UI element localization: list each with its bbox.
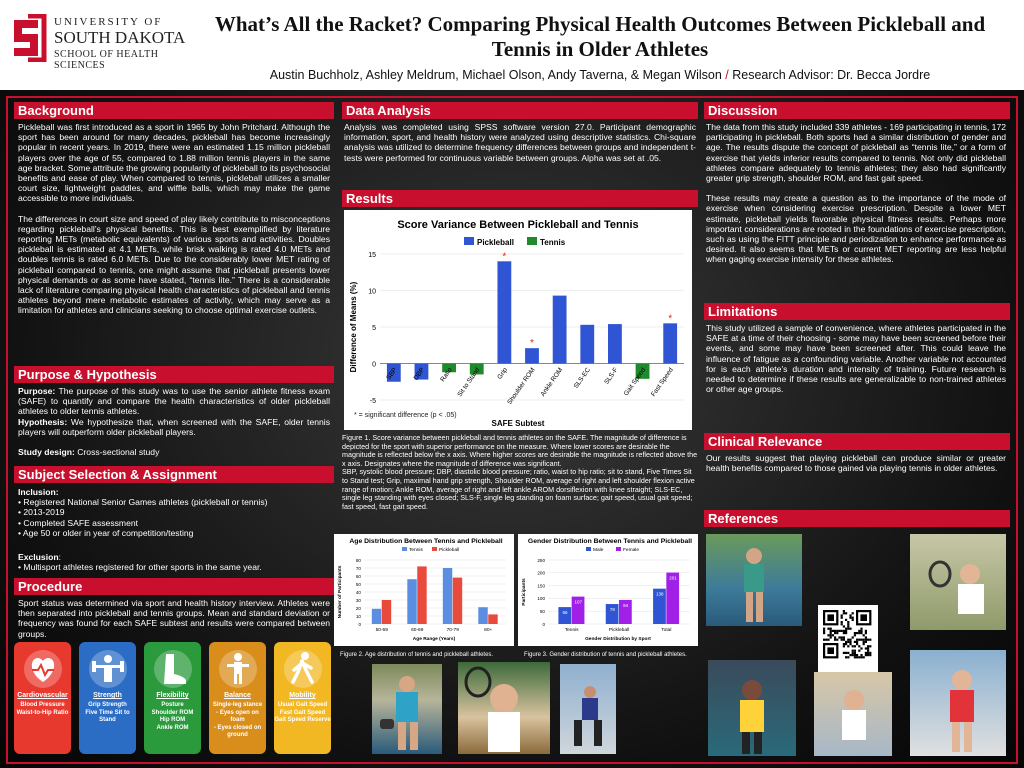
qr-module [847,628,849,630]
references-heading: References [704,510,1010,527]
qr-module [827,639,829,641]
subject-text: Inclusion: • Registered National Senior Games athletes (pickleball or tennis) • 2013-2019 • Completed SAFE assessment • Age 50 or older in year of competition/testing Exclusion: • Multisport athletes registered for other sports in the same year. [18,487,330,572]
y-tick-label: 150 [537,583,545,589]
y-tick-label: 60 [355,573,361,579]
qr-module [856,632,858,634]
qr-module [823,630,825,632]
qr-module [843,636,845,638]
data-label: 107 [574,599,583,605]
qr-module [823,632,825,634]
y-tick-label: 80 [355,557,361,563]
qr-module [858,656,860,658]
qr-module [869,645,871,647]
qr-module [849,628,851,630]
legend-label: Male [593,548,604,553]
figure-2-caption: Figure 2. Age distribution of tennis and pickleball athletes. [340,652,494,658]
qr-module [860,656,862,658]
walking-icon [284,650,322,688]
x-tick-label: Ratio [439,366,454,384]
qr-module [825,639,827,641]
purpose-label: Purpose: [18,386,56,396]
poster-title: What’s All the Racket? Comparing Physical Health Outcomes Between Pickleball and Tennis in Older Athletes [214,12,986,61]
y-tick-label: 20 [355,605,361,611]
figure-1-chart [344,210,692,430]
bar [417,566,426,624]
bar [497,261,511,363]
data-label: 66 [562,610,568,616]
qr-module [845,656,847,658]
qr-module [856,654,858,656]
qr-module [841,621,843,623]
usd-logo [8,14,198,71]
authors-line [200,68,1000,82]
x-tick-label: Ankle ROM [539,366,565,398]
qr-module [845,652,847,654]
y-tick-label: 200 [537,570,545,576]
safe-card-mobility [274,642,331,754]
discussion-paragraph-1: The data from this study included 339 athletes - 169 participating in tennis, 172 participating in pickleball. Both sports had a similar distribution of gender and age. The results dispute the concept of pickleball as “tennis lite,” or a form of exercise that yields inferior results compared to tennis. Not only did pickleball athletes compare adequately to tennis athletes; they also had significantly greater grip strength, shoulder ROM, and fast gait speed. [706,122,1007,184]
qr-module [845,643,847,645]
x-tick-label: SBP [385,366,399,382]
qr-module [849,614,851,616]
qr-module [841,639,843,641]
qr-module [869,639,871,641]
logo-line-1: UNIVERSITY OF [54,16,163,28]
qr-module [849,617,851,619]
chart-title: Age Distribution Between Tennis and Pickleball [349,538,503,545]
figure-1-caption: Figure 1. Score variance between pickleball and tennis athletes on the SAFE. The magnitude of difference is depicted for the sport with superior performance on the measure. Where lower scores are desirable the magnitude is reflected below the x axis. Where higher scores are desirable the magnitude is reflected above the x axis. Designates where the magnitude of difference was significant. SBP, systolic blood pressure; DBP, diastolic blood pressure; ratio, waist to hip ratio; sit to stand, Five Times Sit to Stand test; Grip, maximal hand grip strength, Shoulder ROM, average of right and left shoulder flexion active range of motion; Ankle ROM, average of right and left ankle AROM dorsiflexion with knee straight; SLS-EC, single leg standing with eyes closed; SLS-F, single leg standing on foam surface; gait speed, usual gait speed; fast speed, fast gait speed. [342,433,698,511]
qr-module [854,652,856,654]
y-tick-label: 50 [355,581,361,587]
qr-module [847,652,849,654]
logo-line-2: SOUTH DAKOTA [54,28,186,47]
qr-module [847,645,849,647]
qr-module [827,628,829,630]
qr-module [832,630,834,632]
legend-label-pickleball: Pickleball [477,238,514,247]
qr-module [849,654,851,656]
qr-module [860,647,862,649]
qr-module [852,654,854,656]
qr-module [838,636,840,638]
procedure-text: Sport status was determined via sport and health history interview. Athletes were then separated into pickleball and tennis groups. Mean and standard deviation or frequency was found for each SAFE subtest and results were compared between groups. [18,598,330,639]
qr-module [843,625,845,627]
analysis-heading: Data Analysis [342,102,698,119]
bar [372,609,381,624]
chart-title: Gender Distribution Between Tennis and Pickleball [527,538,693,545]
qr-module [869,654,871,656]
exclusion-list [18,562,330,572]
hypothesis-label: Hypothesis: [18,416,68,427]
qr-module [841,614,843,616]
purpose-text [18,386,330,467]
poster-header [0,0,1024,90]
reference-photo-5 [910,650,1006,756]
qr-module [841,623,843,625]
x-tick-label: 60-69 [411,628,424,633]
qr-module [867,652,869,654]
qr-module [869,652,871,654]
qr-code[interactable] [818,605,878,675]
qr-module [845,641,847,643]
qr-module [852,645,854,647]
legend-swatch [432,547,437,551]
list-item: • Age 50 or older in year of competition/testing [18,528,330,538]
qr-module [841,617,843,619]
x-axis-label: Gender Distribution by Sport [585,637,651,642]
qr-module [843,610,845,612]
data-label: 78 [609,607,615,613]
reference-photo-1 [706,534,802,626]
reference-photo-4 [814,672,892,756]
exclusion-label: Exclusion [18,552,59,563]
y-tick-label: 5 [372,325,376,332]
qr-module [847,656,849,658]
qr-module [832,634,834,636]
x-tick-label: 80+ [484,628,493,633]
x-tick-label: Grip [496,366,510,381]
qr-module [867,639,869,641]
qr-module [834,636,836,638]
qr-module [854,650,856,652]
qr-module [830,630,832,632]
y-tick-label: 0 [372,361,376,369]
qr-module [836,632,838,634]
y-tick-label: 50 [539,609,545,614]
y-tick-label: 250 [537,557,545,563]
x-axis-label: SAFE Subtest [491,419,545,428]
tennis-player-photo [458,662,550,754]
legend-label: Female [623,548,639,553]
procedure-heading: Procedure [14,578,334,595]
safe-card-title: Cardiovascular [17,692,68,699]
qr-module [852,619,854,621]
x-tick-label: Pickleball [608,628,630,633]
safe-card-items: Usual Gait Speed Fast Gait Speed Gait Speed Reserve [274,702,331,723]
qr-module [847,623,849,625]
author-divider: / [721,68,733,82]
background-heading: Background [14,102,334,119]
legend-swatch-tennis [527,237,537,245]
qr-module [863,643,865,645]
bar [608,324,622,363]
list-item: • Registered National Senior Games athletes (pickleball or tennis) [18,497,330,507]
qr-module [823,639,825,641]
qr-module [849,641,851,643]
qr-module [858,645,860,647]
qr-module [845,632,847,634]
qr-module [858,639,860,641]
reference-photo-2 [910,534,1006,630]
qr-module [849,643,851,645]
y-tick-label: 30 [355,597,361,603]
qr-module [843,612,845,614]
safe-card-title: Strength [93,692,122,699]
qr-module [860,628,862,630]
qr-finder-core [860,614,867,621]
qr-module [865,630,867,632]
y-tick-label: 0 [358,621,361,627]
pickleball-lunge-photo [560,664,616,754]
qr-module [834,632,836,634]
bar [478,607,487,624]
limitations-text: This study utilized a sample of convenience, where athletes participated in the SAFE at a time of their choosing - some may have been screened before their events, and some may have been screened after. This could leave the influence of fatigue as a confounding variable. Another variable not accounted for is each athlete’s duration and intensity of training. Future research is needed to determine if these results are generalizable to non-trained athletes or other age groups. [706,323,1006,395]
reference-photo-3 [708,660,796,756]
y-tick-label: 10 [355,613,361,619]
chart-title: Score Variance Between Pickleball and Tennis [397,219,639,231]
y-tick-label: 70 [355,565,361,571]
safe-card-strength [79,642,136,754]
qr-module [823,628,825,630]
background-paragraph-1: Pickleball was first introduced as a sport in 1965 by John Pritchard. Although the sport has been around for many decades, pickleball has become increasingly popular in recent years. In 2019, there were an estimated 1.15 million pickleball players over the age of 55, compared to 1.88 million tennis players in the same age bracket. Some attribute the growing popularity of pickleball to its psychosocial benefits and ease of play. When compared to tennis, pickleball utilizes a smaller court size, lightweight paddles, and wiffle balls, which may make the game accessible to more individuals. [18,122,330,204]
results-heading: Results [342,190,698,207]
qr-module [847,621,849,623]
inclusion-label: Inclusion: [18,487,59,497]
bar [382,600,391,624]
list-item: • Completed SAFE assessment [18,518,330,528]
qr-module [841,630,843,632]
bar [453,578,462,624]
background-text [18,122,330,326]
qr-module [847,641,849,643]
qr-module [852,652,854,654]
qr-module [863,656,865,658]
person-icon [219,650,257,688]
qr-module [865,641,867,643]
qr-module [849,639,851,641]
legend-label: Pickleball [439,548,460,553]
bar [407,579,416,624]
qr-module [843,643,845,645]
qr-module [836,630,838,632]
data-label: 94 [623,602,629,608]
x-tick-label: Total [661,628,672,633]
safe-card-flexibility [144,642,201,754]
significance-marker: * [502,251,507,263]
safe-card-items: Blood Pressure Waist-to-Hip Ratio [16,702,69,716]
qr-module [856,641,858,643]
clinical-heading: Clinical Relevance [704,433,1010,450]
legend-label: Tennis [409,548,423,553]
safe-card-balance [209,642,266,754]
qr-module [847,639,849,641]
qr-module [860,630,862,632]
qr-module [852,617,854,619]
qr-module [865,652,867,654]
qr-module [843,652,845,654]
x-tick-label: 50-59 [375,628,388,633]
qr-module [841,636,843,638]
qr-module [843,645,845,647]
qr-module [860,639,862,641]
qr-finder-core [827,614,834,621]
qr-module [860,654,862,656]
qr-module [863,634,865,636]
significance-marker: * [668,313,673,325]
x-tick-label: Shoulder ROM [506,366,537,406]
qr-module [852,636,854,638]
qr-module [856,643,858,645]
qr-module [834,630,836,632]
y-tick-label: 40 [355,589,361,595]
y-tick-label: 100 [537,596,545,602]
qr-module [830,628,832,630]
list-item: • 2013-2019 [18,507,330,517]
qr-module [865,654,867,656]
legend-swatch-pickleball [464,237,474,245]
qr-module [845,612,847,614]
qr-module [865,632,867,634]
gender-distribution-chart [518,534,698,646]
figure-3-chart [518,534,698,646]
inclusion-list [18,497,330,538]
qr-module [867,654,869,656]
qr-module [843,630,845,632]
x-axis-label: Age Range (Years) [412,637,456,642]
y-axis-label: Difference of Means (%) [349,281,358,373]
qr-module [827,634,829,636]
qr-module [836,639,838,641]
bar [525,348,539,363]
hypothesis-body: We hypothesize that, when screened with the SAFE, older tennis players will outperform older pickleball players. [18,416,330,437]
discussion-heading: Discussion [704,102,1010,119]
legend-label-tennis: Tennis [540,238,566,247]
list-item: • Multisport athletes registered for other sports in the same year. [18,562,330,572]
significance-marker: * [530,338,534,350]
qr-module [865,647,867,649]
safe-card-items: Single-leg stance - Eyes open on foam - Eyes closed on ground [212,702,263,738]
qr-module [854,654,856,656]
design-body: Cross-sectional study [74,447,160,458]
bar [580,325,594,364]
figure-2-chart [334,534,514,646]
y-tick-label: 10 [368,288,376,296]
x-tick-label: Gait Speed [622,366,648,398]
qr-module [838,630,840,632]
qr-module [852,650,854,652]
qr-module [858,650,860,652]
data-label: 138 [655,591,664,597]
qr-module [860,632,862,634]
qr-module [845,628,847,630]
qr-module [854,634,856,636]
legend-swatch [402,547,407,551]
analysis-text: Analysis was completed using SPSS software version 27.0. Participant demographic information, sport, and health history were analyzed using descriptive statistics. Chi-square analysis was utilized to determine frequency differences between groups and independent t-tests were performed for continuous variable between groups. Alpha was set at .05. [344,122,696,163]
qr-module [845,630,847,632]
pickleball-player-photo [372,664,442,754]
subject-heading: Subject Selection & Assignment [14,466,334,483]
safe-card-title: Flexibility [156,692,189,699]
bar [443,568,452,624]
discussion-paragraph-2: These results may create a question as to the importance of the mode of exercise when considering exercise prescription. Despite a lower MET estimate, pickleball yields favorable physical fitness results. Perhaps more important considerations are rooted in the foundations of exercise prescription, such as using the FITT principle and periodization to enhance performance as desired. It also seems that METs or current MET reporting are less helpful when gaging exercise intensity for these athletes. [706,193,1006,265]
score-variance-chart [344,210,692,430]
qr-module [867,650,869,652]
legend-swatch [616,547,621,551]
data-label: 201 [669,575,677,581]
qr-module [830,636,832,638]
bar [488,614,497,624]
clinical-text: Our results suggest that playing pickleball can produce similar or greater health benefits compared to those gained via playing tennis in older athletes. [706,453,1006,474]
bar [553,296,567,364]
purpose-heading: Purpose & Hypothesis [14,366,334,383]
qr-module [834,639,836,641]
authors: Austin Buchholz, Ashley Meldrum, Michael Olson, Andy Taverna, & Megan Wilson [269,68,722,82]
qr-module [830,632,832,634]
y-tick-label: -5 [369,398,376,405]
qr-module [856,656,858,658]
qr-module [854,645,856,647]
limitations-heading: Limitations [704,303,1010,320]
qr-module [858,632,860,634]
dumbbell-icon [89,650,127,688]
qr-module [867,647,869,649]
safe-card-title: Mobility [289,692,316,699]
y-tick-label: 15 [368,252,376,259]
qr-module [843,632,845,634]
background-paragraph-2: The differences in court size and speed of play likely contribute to misconceptions regarding pickleball’s physical benefits. This is best exemplified by literature reporting METs (metabolic equivalents) of various sports and activities. Doubles pickleball is estimated at 4.1 METs, while brisk walking is rated 4.0 METs and doubles tennis is rated 6.0 METs. Due to the considerably lower MET rating of pickleball compared to tennis, one might assume that pickleball presents lower physical demands or as some have stated, “tennis lite.” There is a considerable lack of literature comparing physical health characteristics of pickleball and tennis athletes beyond mere metabolic estimates of activity, which may serve as a limitation for athletes and clinicians seeking to choose optimal exercise outlets. [18,213,330,316]
qr-module [867,645,869,647]
legend-swatch [586,547,591,551]
logo-line-3: SCHOOL OF HEALTH SCIENCES [54,49,159,71]
x-tick-label: DBP [412,366,427,382]
qr-finder-core [827,647,834,654]
safe-card-title: Balance [224,692,251,699]
x-tick-label: SLS-F [603,366,620,386]
qr-module [865,636,867,638]
x-tick-label: SLS-EC [572,366,592,390]
y-axis-label: Participants [522,578,527,606]
qr-module [856,639,858,641]
y-tick-label: 0 [542,621,545,627]
x-tick-label: Fast Speed [650,366,675,398]
significance-footnote: * = significant difference (p < .05) [354,412,457,419]
qr-module [852,612,854,614]
qr-module [845,619,847,621]
heart-icon [24,650,62,688]
age-distribution-chart [334,534,514,646]
qr-module [858,630,860,632]
x-tick-label: Tennis [564,628,579,633]
qr-module [854,632,856,634]
qr-module [863,639,865,641]
foot-icon [154,650,192,688]
x-tick-label: 70-79 [446,628,459,633]
figure-3-caption: Figure 3. Gender distribution of tennis and pickleball athletes. [524,652,687,658]
qr-module [865,639,867,641]
safe-card-cardiovascular [14,642,71,754]
x-tick-label: Sit to Stand [456,366,482,399]
usd-logo-icon [8,14,48,62]
discussion-text [706,122,1006,275]
safe-card-items: Grip Strength Five Time Sit to Stand [85,702,130,723]
qr-module [830,634,832,636]
bar [663,323,677,363]
qr-module [847,625,849,627]
qr-module [854,656,856,658]
qr-module [843,639,845,641]
design-label: Study design: [18,447,75,458]
advisor: Research Advisor: Dr. Becca Jordre [732,68,931,82]
safe-card-items: Posture Shoulder ROM Hip ROM Ankle ROM [151,702,194,731]
qr-module [854,641,856,643]
y-axis-label: Number of Participants [338,565,343,619]
purpose-body: The purpose of this study was to use the senior athlete fitness exam (SAFE) to quantify and compare the health characteristics of older pickleball athletes to older tennis athletes. [18,386,330,417]
qr-module [863,641,865,643]
